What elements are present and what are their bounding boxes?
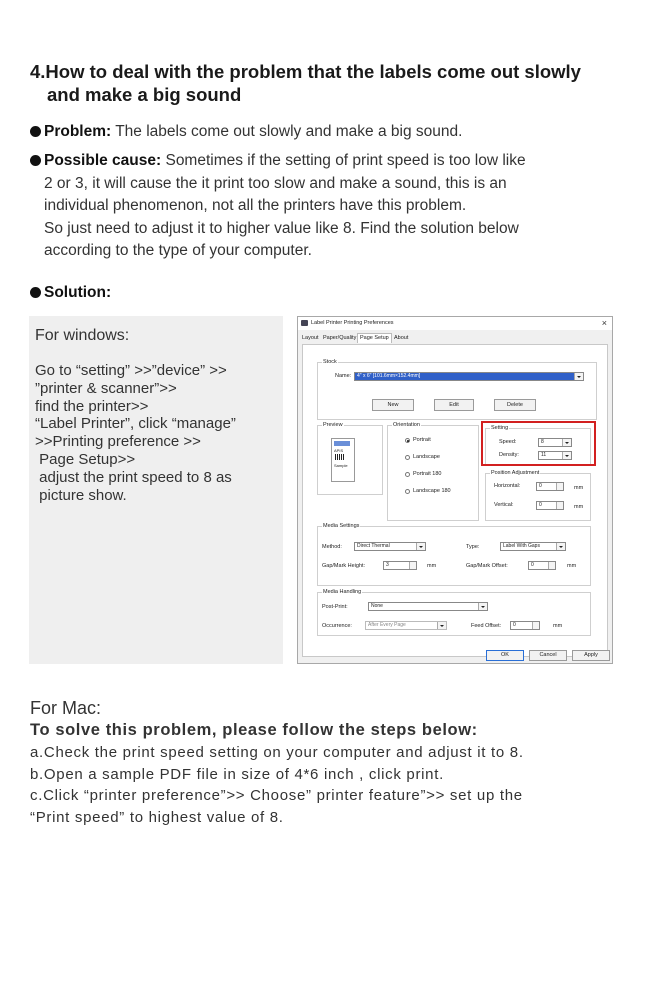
spinner-icon[interactable] bbox=[532, 622, 539, 629]
mac-subtitle: To solve this problem, please follow the steps below: bbox=[30, 721, 478, 739]
dialog-titlebar bbox=[298, 317, 612, 330]
portrait-radio[interactable] bbox=[405, 438, 410, 443]
tab-layout[interactable]: Layout bbox=[302, 335, 319, 341]
post-print-label: Post-Print: bbox=[322, 604, 348, 610]
gap-height-unit: mm bbox=[427, 563, 437, 569]
stock-group bbox=[317, 359, 597, 420]
preview-label-text: APIS bbox=[334, 448, 344, 453]
preview-bar bbox=[334, 441, 350, 446]
cancel-button[interactable]: Cancel bbox=[529, 650, 567, 661]
windows-steps: Go to “setting” >>”device” >> ”printer & scanner”>> find the printer>> “Label Printer”, click “manage” >>Printing preference >> Page Setup>> adjust the print speed to 8 as picture show. bbox=[35, 362, 236, 504]
spinner-icon[interactable] bbox=[409, 562, 416, 569]
orientation-group bbox=[387, 422, 479, 521]
portrait-180-label: Portrait 180 bbox=[413, 471, 442, 477]
gap-height-input[interactable] bbox=[383, 561, 417, 570]
mac-step-c-line-2: “Print speed” to highest value of 8. bbox=[30, 808, 284, 826]
post-print-value: None bbox=[371, 603, 383, 609]
cause-line-5: according to the type of your computer. bbox=[44, 242, 312, 259]
feed-offset-value: 0 bbox=[513, 622, 516, 628]
chevron-down-icon bbox=[416, 543, 425, 550]
problem-paragraph bbox=[30, 121, 640, 144]
spinner-icon[interactable] bbox=[556, 483, 563, 490]
density-value: 11 bbox=[541, 452, 547, 458]
portrait-label: Portrait bbox=[413, 437, 431, 443]
close-icon[interactable]: × bbox=[601, 318, 607, 328]
page-setup-panel bbox=[302, 344, 608, 657]
horizontal-input[interactable] bbox=[536, 482, 564, 491]
position-legend: Position Adjustment bbox=[491, 470, 540, 476]
bullet-icon bbox=[30, 287, 41, 298]
chevron-down-icon bbox=[574, 373, 583, 380]
occurrence-select bbox=[365, 621, 447, 630]
printing-preferences-dialog bbox=[297, 316, 613, 664]
ok-button[interactable]: OK bbox=[486, 650, 524, 661]
feed-offset-label: Feed Offset: bbox=[471, 623, 502, 629]
new-button[interactable]: New bbox=[372, 399, 414, 411]
preview-group bbox=[317, 422, 383, 495]
delete-button[interactable]: Delete bbox=[494, 399, 536, 411]
type-label: Type: bbox=[466, 544, 480, 550]
landscape-label: Landscape bbox=[413, 454, 440, 460]
landscape-radio[interactable] bbox=[405, 455, 410, 460]
horizontal-unit: mm bbox=[574, 485, 584, 491]
method-select[interactable] bbox=[354, 542, 426, 551]
stock-name-label: Name: bbox=[335, 373, 352, 379]
mac-step-b: b.Open a sample PDF file in size of 4*6 inch , click print. bbox=[30, 765, 444, 783]
chevron-down-icon bbox=[437, 622, 446, 629]
density-label: Density: bbox=[499, 452, 519, 458]
solution-label: Solution: bbox=[44, 284, 112, 301]
vertical-input[interactable] bbox=[536, 501, 564, 510]
speed-label: Speed: bbox=[499, 439, 517, 445]
cause-label: Possible cause: bbox=[44, 152, 162, 169]
type-select[interactable] bbox=[500, 542, 566, 551]
cause-line-2: 2 or 3, it will cause the it print too slow and make a sound, this is an bbox=[44, 174, 507, 192]
problem-text: The labels come out slowly and make a big sound. bbox=[111, 123, 463, 140]
mac-title: For Mac: bbox=[30, 698, 102, 718]
vertical-value: 0 bbox=[539, 502, 542, 508]
feed-offset-input[interactable] bbox=[510, 621, 540, 630]
position-adjustment-group bbox=[485, 470, 591, 521]
orientation-legend: Orientation bbox=[393, 422, 420, 428]
label-preview bbox=[331, 438, 355, 482]
mac-instructions bbox=[30, 697, 630, 828]
setting-legend: Setting bbox=[491, 425, 509, 431]
vertical-unit: mm bbox=[574, 504, 584, 510]
preview-legend: Preview bbox=[323, 422, 343, 428]
mac-step-c-line-1: c.Click “printer preference”>> Choose” printer feature”>> set up the bbox=[30, 787, 523, 804]
handling-legend: Media Handling bbox=[323, 589, 362, 595]
landscape-180-label: Landscape 180 bbox=[413, 488, 451, 494]
cause-paragraph bbox=[30, 150, 640, 263]
stock-name-value: 4" x 6" [101.6mm×152.4mm] bbox=[357, 373, 421, 379]
windows-title: For windows: bbox=[35, 327, 130, 344]
horizontal-label: Horizontal: bbox=[494, 483, 521, 489]
problem-label: Problem: bbox=[44, 123, 112, 140]
edit-button[interactable]: Edit bbox=[434, 399, 474, 411]
barcode-icon bbox=[335, 454, 345, 460]
post-print-select[interactable] bbox=[368, 602, 488, 611]
section-heading bbox=[30, 60, 640, 106]
occurrence-value: After Every Page bbox=[368, 622, 406, 628]
speed-value: 8 bbox=[541, 439, 544, 445]
speed-highlight-box bbox=[481, 421, 596, 466]
gap-offset-label: Gap/Mark Offset: bbox=[466, 563, 508, 569]
heading-line-2: and make a big sound bbox=[47, 84, 242, 105]
preview-sample-text: Sample bbox=[334, 463, 348, 468]
windows-instructions-panel bbox=[29, 316, 283, 664]
cause-line-1: Sometimes if the setting of print speed is too low like bbox=[161, 152, 526, 169]
stock-name-select[interactable] bbox=[354, 372, 584, 381]
method-label: Method: bbox=[322, 544, 342, 550]
gap-height-label: Gap/Mark Height: bbox=[322, 563, 366, 569]
media-handling-group bbox=[317, 589, 591, 636]
method-value: Direct Thermal bbox=[357, 543, 390, 549]
apply-button[interactable]: Apply bbox=[572, 650, 610, 661]
vertical-label: Vertical: bbox=[494, 502, 514, 508]
stock-legend: Stock bbox=[323, 359, 337, 365]
spinner-icon[interactable] bbox=[556, 502, 563, 509]
cause-line-4: So just need to adjust it to higher value like 8. Find the solution below bbox=[44, 219, 519, 237]
horizontal-value: 0 bbox=[539, 483, 542, 489]
gap-offset-value: 0 bbox=[531, 562, 534, 568]
occurrence-label: Occurrence: bbox=[322, 623, 352, 629]
bullet-icon bbox=[30, 155, 41, 166]
bullet-icon bbox=[30, 126, 41, 137]
feed-offset-unit: mm bbox=[553, 623, 563, 629]
tab-page-setup[interactable]: Page Setup bbox=[357, 333, 392, 343]
chevron-down-icon bbox=[478, 603, 487, 610]
heading-line-1: 4.How to deal with the problem that the labels come out slowly bbox=[30, 61, 581, 82]
gap-height-value: 3 bbox=[386, 562, 389, 568]
landscape-180-radio[interactable] bbox=[405, 489, 410, 494]
media-settings-group bbox=[317, 523, 591, 586]
type-value: Label With Gaps bbox=[503, 543, 540, 549]
tab-about[interactable]: About bbox=[394, 335, 409, 341]
solution-heading bbox=[30, 282, 111, 305]
cause-line-3: individual phenomenon, not all the printers have this problem. bbox=[44, 197, 467, 214]
portrait-180-radio[interactable] bbox=[405, 472, 410, 477]
chevron-down-icon bbox=[556, 543, 565, 550]
gap-offset-unit: mm bbox=[567, 563, 577, 569]
mac-step-a: a.Check the print speed setting on your computer and adjust it to 8. bbox=[30, 744, 524, 761]
spinner-icon[interactable] bbox=[548, 562, 555, 569]
gap-offset-input[interactable] bbox=[528, 561, 556, 570]
dialog-title: Label Printer Printing Preferences bbox=[311, 320, 394, 326]
media-legend: Media Settings bbox=[323, 523, 360, 529]
tab-paper-quality[interactable]: Paper/Quality bbox=[323, 335, 357, 341]
printer-icon bbox=[301, 320, 308, 326]
